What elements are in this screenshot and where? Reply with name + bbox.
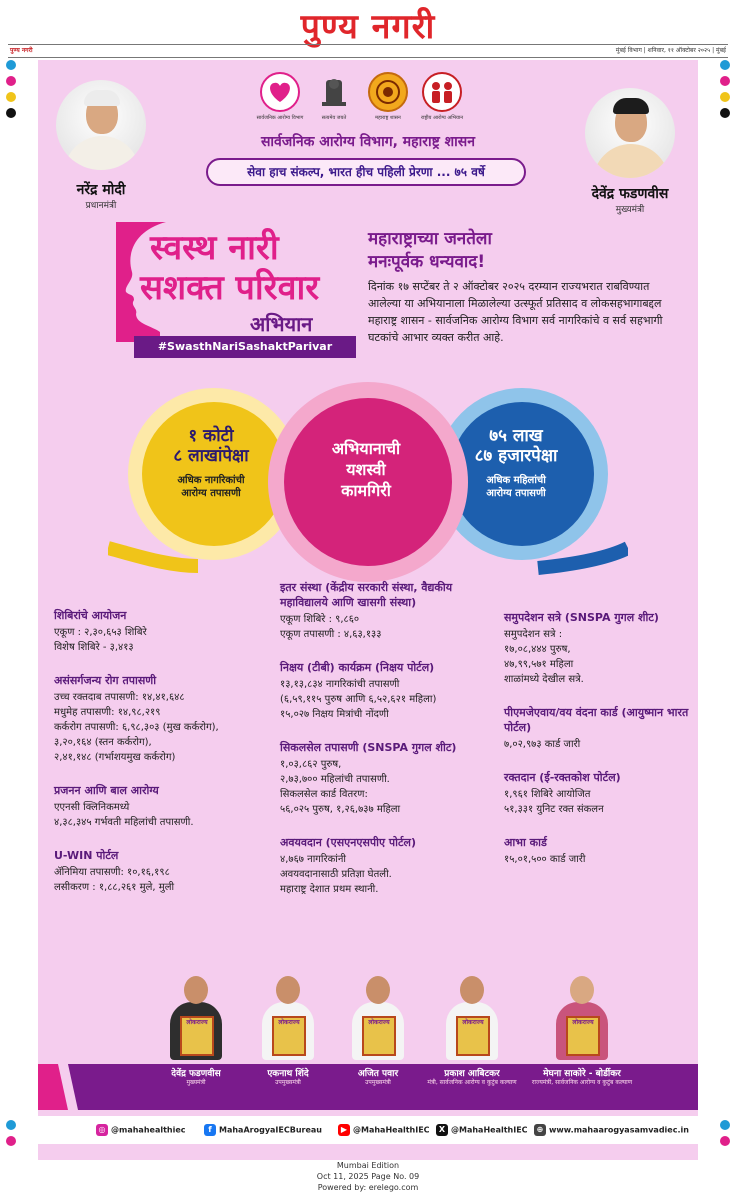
stat-title: असंसर्गजन्य रोग तपासणी	[54, 674, 157, 687]
national-emblem-icon	[314, 72, 354, 112]
leader-role: मुख्यमंत्री	[186, 1079, 206, 1086]
leader-photo	[258, 976, 318, 1058]
page-date: Oct 11, 2025 Page No. 09	[316, 1172, 420, 1181]
web-icon: ⊕	[534, 1124, 546, 1136]
thanks-heading-line2: मनःपूर्वक धन्यवाद!	[368, 252, 486, 272]
powered-by: Powered by: erelego.com	[317, 1183, 419, 1192]
thanks-heading-line1: महाराष्ट्राच्या जनतेला	[368, 229, 492, 249]
circle-left-figure: १ कोटी ८ लाखांपेक्षा	[173, 426, 249, 466]
website-link: www.mahaarogyasamvadiec.in	[549, 1125, 689, 1135]
stat-line: १,९६१ शिबिरे आयोजित	[504, 789, 591, 800]
stat-line: ४,३८,३४५ गर्भवती महिलांची तपासणी.	[54, 817, 194, 828]
stat-line: महाराष्ट्र देशात प्रथम स्थानी.	[280, 884, 379, 895]
stat-title: प्रजनन आणि बाल आरोग्य	[54, 784, 159, 797]
stat-line: सिकलसेल कार्ड वितरण:	[280, 789, 368, 800]
stat-line: १७,०८,४४४ पुरुष,	[504, 644, 571, 655]
print-bar-dateline: मुंबई विभाग | शनिवार, ११ ऑक्टोबर २०२५ | मुंबई	[615, 47, 726, 54]
print-bar	[8, 44, 728, 58]
cm-portrait	[585, 88, 675, 178]
masthead	[0, 0, 736, 46]
tagline-banner: सेवा हाच संकल्प, भारत हीच पहिली प्रेरणा ... ७५ वर्षे	[206, 158, 526, 186]
social-handle: @MahaHealthIEC	[451, 1125, 528, 1135]
stat-line: ५६,०२५ पुरुष, १,२६,७३७ महिला	[280, 804, 401, 815]
stat-line: विशेष शिबिरे - ३,४१३	[54, 642, 134, 653]
registration-dot	[720, 76, 730, 86]
stat-line: १५,०२७ निक्षय मित्रांची नोंदणी	[280, 709, 389, 720]
registration-dot	[720, 108, 730, 118]
maharashtra-seal-icon	[368, 72, 408, 112]
magazine-cover: लोकराज्य	[566, 1016, 600, 1056]
stat-line: २,४१,१४८ (गर्भाशयमुख कर्करोग)	[54, 752, 176, 763]
circle-left-caption: अधिक नागरिकांची आरोग्य तपासणी	[177, 475, 245, 499]
registration-dot	[6, 92, 16, 102]
stat-section	[504, 705, 694, 752]
stat-line: ४७,९९,५७१ महिला	[504, 659, 574, 670]
magazine-cover: लोकराज्य	[180, 1016, 214, 1056]
stat-line: १३,१३,८३४ नागरिकांची तपासणी	[280, 679, 400, 690]
registration-dot	[720, 92, 730, 102]
leader-name: अजित पवार	[357, 1069, 399, 1079]
leader-photo	[166, 976, 226, 1058]
stat-section	[504, 835, 694, 867]
social-link[interactable]	[436, 1124, 528, 1136]
stat-line: ५१,३३१ युनिट रक्त संकलन	[504, 804, 604, 815]
leader-role: उपमुख्यमंत्री	[275, 1079, 301, 1086]
stat-line: एकूण : २,३०,६५३ शिबिरे	[54, 627, 147, 638]
leader-name: एकनाथ शिंदे	[267, 1069, 309, 1079]
logo-caption: सार्वजनिक आरोग्य विभाग	[256, 115, 304, 121]
leader-name: देवेंद्र फडणवीस	[171, 1069, 221, 1079]
stat-section	[54, 673, 264, 765]
stat-line: १५,०१,५०० कार्ड जारी	[504, 854, 586, 865]
social-handle: @MahaHealthIEC	[353, 1125, 430, 1135]
cm-role: मुख्यमंत्री	[615, 205, 645, 215]
stat-line: एकूण शिबिरे : ९,८६०	[280, 614, 360, 625]
stat-title: आभा कार्ड	[504, 836, 547, 849]
registration-dot	[6, 1120, 16, 1130]
stat-section	[280, 580, 490, 642]
social-handle: MahaArogyaIECBureau	[219, 1125, 322, 1135]
logo-caption: राष्ट्रीय आरोग्य अभियान	[421, 115, 463, 121]
stat-line: २,७३,७०० महिलांची तपासणी.	[280, 774, 390, 785]
social-link[interactable]	[534, 1124, 689, 1136]
stat-title: समुपदेशन सत्रे (SNSPA गुगल शीट)	[504, 611, 659, 624]
leader-name: मेघना साकोरे - बोर्डीकर	[543, 1069, 621, 1079]
stat-title: पीएमजेएवाय/वय वंदना कार्ड (आयुष्मान भारत पोर्टल)	[504, 706, 689, 734]
government-logos	[256, 68, 476, 128]
stat-line: ७,०२,९७३ कार्ड जारी	[504, 739, 581, 750]
instagram-icon: ◎	[96, 1124, 108, 1136]
stat-line: (६,५९,११५ पुरुष आणि ६,५२,६२१ महिला)	[280, 694, 437, 705]
stat-line: मधुमेह तपासणी: १४,९८,२१९	[54, 707, 161, 718]
magazine-cover: लोकराज्य	[362, 1016, 396, 1056]
stat-line: अवयवदानासाठी प्रतिज्ञा घेतली.	[280, 869, 392, 880]
social-link[interactable]	[338, 1124, 430, 1136]
newspaper-brand: पुण्य नगरी	[300, 7, 436, 47]
registration-dot	[6, 76, 16, 86]
stat-section	[504, 770, 694, 817]
circle-right-figure: ७५ लाख ८७ हजारपेक्षा	[474, 426, 558, 466]
leader-photo	[552, 976, 612, 1058]
stat-line: एकूण तपासणी : ४,६३,१३३	[280, 629, 382, 640]
stat-line: एएनसी क्लिनिकमध्ये	[54, 802, 130, 813]
stat-line: समुपदेशन सत्रे :	[504, 629, 563, 640]
logo-caption: सत्यमेव जयते	[321, 115, 347, 121]
health-dept-logo-icon	[260, 72, 300, 112]
social-handle: @mahahealthiec	[111, 1125, 186, 1135]
circle-right-caption: अधिक महिलांची आरोग्य तपासणी	[486, 475, 546, 499]
stat-section	[54, 783, 264, 830]
stats-column-2	[280, 580, 490, 915]
magazine-cover: लोकराज्य	[456, 1016, 490, 1056]
x-icon: X	[436, 1124, 448, 1136]
leader-photo	[348, 976, 408, 1058]
thanks-body: दिनांक १७ सप्टेंबर ते २ ऑक्टोबर २०२५ दरम्यान राज्यभरात राबविण्यात आलेल्या या अभियानाला मिळालेल्या उत्स्फूर्त प्रतिसाद व लोकसहभागाबद्दल महाराष्ट्र शासन - सार्वजनिक आरोग्य विभाग सर्व नागरिकांचे व सर्व सहभागी घटकांचे आभार व्यक्त करीत आहे.	[368, 280, 663, 344]
stat-line: कर्करोग तपासणी: ६,९८,३०३ (मुख कर्करोग),	[54, 722, 219, 733]
edition-label: Mumbai Edition	[336, 1161, 400, 1170]
stat-section	[504, 610, 694, 687]
registration-dot	[6, 108, 16, 118]
youtube-icon: ▶	[338, 1124, 350, 1136]
stats-column-1	[54, 608, 264, 913]
registration-dot	[6, 1136, 16, 1146]
stat-title: अवयवदान (एसएनएसपीए पोर्टल)	[280, 836, 417, 849]
stat-title: रक्तदान (ई-रक्तकोश पोर्टल)	[504, 771, 621, 784]
stat-line: उच्च रक्तदाब तपासणी: १४,४१,६४८	[54, 692, 185, 703]
pm-name: नरेंद्र मोदी	[76, 182, 126, 198]
stat-line: ४,७६७ नागरिकांनी	[280, 854, 347, 865]
stat-section	[54, 848, 264, 895]
leader-role: उपमुख्यमंत्री	[365, 1079, 391, 1086]
campaign-title-line3: अभियान	[250, 312, 313, 336]
thanks-heading	[368, 228, 492, 274]
facebook-icon: f	[204, 1124, 216, 1136]
department-title: सार्वजनिक आरोग्य विभाग, महाराष्ट्र शासन	[260, 134, 476, 150]
social-link[interactable]	[96, 1124, 186, 1136]
pm-role: प्रधानमंत्री	[85, 201, 117, 211]
stat-line: शाळांमध्ये देखील सत्रे.	[504, 674, 584, 685]
social-links-bar	[38, 1116, 698, 1144]
stat-section	[280, 660, 490, 722]
stats-column-3	[504, 610, 694, 885]
campaign-hashtag: #SwasthNariSashaktParivar	[134, 336, 356, 358]
stat-section	[280, 835, 490, 897]
page-footer	[0, 1160, 736, 1193]
cm-name: देवेंद्र फडणवीस	[591, 186, 669, 202]
stat-title: निक्षय (टीबी) कार्यक्रम (निक्षय पोर्टल)	[280, 661, 435, 674]
leader-role: मंत्री, सार्वजनिक आरोग्य व कुटुंब कल्याण	[427, 1079, 517, 1086]
stat-title: U-WIN पोर्टल	[54, 849, 119, 862]
stat-line: लसीकरण : १,८८,२६१ मुले, मुली	[54, 882, 175, 893]
stat-section	[280, 740, 490, 817]
stat-title: सिकलसेल तपासणी (SNSPA गुगल शीट)	[280, 741, 457, 754]
registration-dot	[6, 60, 16, 70]
campaign-title-line1: स्वस्थ नारी	[150, 228, 279, 268]
registration-dot	[720, 1136, 730, 1146]
social-link[interactable]	[204, 1124, 322, 1136]
leader-role: राज्यमंत्री, सार्वजनिक आरोग्य व कुटुंब कल्याण	[531, 1079, 633, 1086]
registration-dot	[720, 60, 730, 70]
logo-caption: महाराष्ट्र शासन	[375, 115, 401, 121]
stat-line: ३,२०,१६४ (स्तन कर्करोग),	[54, 737, 152, 748]
stat-line: १,०३,८६२ पुरुष,	[280, 759, 342, 770]
stat-title: शिबिरांचे आयोजन	[54, 609, 127, 622]
registration-dot	[720, 1120, 730, 1130]
stat-line: ॲनिमिया तपासणी: १०,१६,१९८	[54, 867, 170, 878]
advertisement	[38, 60, 698, 1160]
circle-center-text: अभियानाची यशस्वी कामगिरी	[331, 439, 401, 500]
stat-section	[54, 608, 264, 655]
leader-name: प्रकाश आबिटकर	[444, 1069, 500, 1079]
nhm-logo-icon	[422, 72, 462, 112]
leader-photo	[442, 976, 502, 1058]
stat-title: इतर संस्था (केंद्रीय सरकारी संस्था, वैद्यकीय महाविद्यालये आणि खासगी संस्था)	[280, 581, 453, 609]
pm-portrait	[56, 80, 146, 170]
campaign-title-line2: सशक्त परिवार	[140, 268, 320, 308]
magazine-cover: लोकराज्य	[272, 1016, 306, 1056]
print-bar-brand: पुण्य नगरी	[10, 47, 33, 54]
